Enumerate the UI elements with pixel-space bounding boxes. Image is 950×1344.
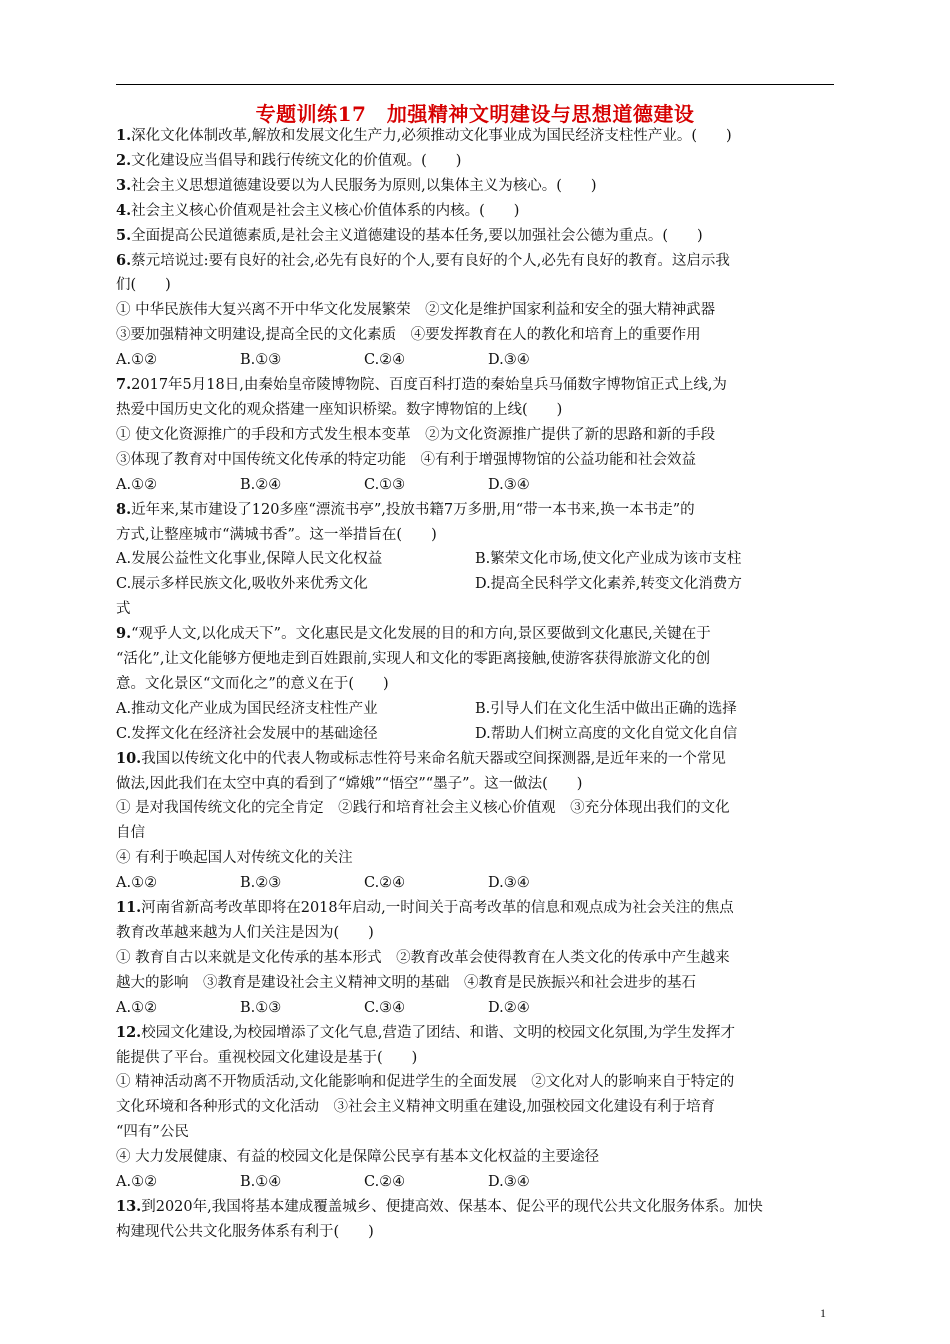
question-2: 2.文化建设应当倡导和践行传统文化的价值观。( ) xyxy=(116,151,462,169)
question-6: 6.蔡元培说过:要有良好的社会,必先有良好的个人,要有良好的个人,必先有良好的教育。这启示我 们( ) ① 中华民族伟大复兴离不开中华文化发展繁荣 ②文化是维护国家利益和安全的强大精神武器 ③要加强精神文明建设,提高全民的文化素质 ④要发挥教育在人的教化和培育上的重要作用 A.①② B.①③ C.②④ D.③④ xyxy=(116,249,834,374)
question-7: 7.2017年5月18日,由秦始皇帝陵博物院、百度百科打造的秦始皇兵马俑数字博物馆正式上线,为 热爱中国历史文化的观众搭建一座知识桥梁。数字博物馆的上线( ) ① 使文化资源推广的手段和方式发生根本变革 ②为文化资源推广提供了新的思路和新的手段 ③体现了教育对中国传统文化传承的特定功能 ④有利于增强博物馆的公益功能和社会效益 A.①② B.②④ C.①③ D.③④ xyxy=(116,373,834,498)
question-9: 9.“观乎人文,以化成天下”。文化惠民是文化发展的目的和方向,景区要做到文化惠民,关键在于 “活化”,让文化能够方便地走到百姓跟前,实现人和文化的零距离接触,使游客获得旅游文化的创 意。文化景区“文而化之”的意义在于( ) A.推动文化产业成为国民经济支柱性产业 B.引导人们在文化生活中做出正确的选择 C.发挥文化在经济社会发展中的基础途径 D.帮助人们树立高度的文化自觉文化自信 xyxy=(116,622,834,747)
question-5: 5.全面提高公民道德素质,是社会主义道德建设的基本任务,要以加强社会公德为重点。( ) xyxy=(116,226,703,244)
answer-options: A.①② B.②④ C.①③ D.③④ xyxy=(116,476,530,493)
question-3: 3.社会主义思想道德建设要以为人民服务为原则,以集体主义为核心。( ) xyxy=(116,176,597,194)
question-10: 10.我国以传统文化中的代表人物或标志性符号来命名航天器或空间探测器,是近年来的一个常见 做法,因此我们在太空中真的看到了“嫦娥”“悟空”“墨子”。这一做法( ) ① 是对我国传统文化的完全肯定 ②践行和培育社会主义核心价值观 ③充分体现出我们的文化 自信 ④ 有利于唤起国人对传统文化的关注 A.①② B.②③ C.②④ D.③④ xyxy=(116,747,834,896)
answer-options: A.推动文化产业成为国民经济支柱性产业 B.引导人们在文化生活中做出正确的选择 xyxy=(116,700,737,717)
question-1: 1.深化文化体制改革,解放和发展文化生产力,必须推动文化事业成为国民经济支柱性产业。( ) xyxy=(116,127,732,144)
answer-options: A.发展公益性文化事业,保障人民文化权益 B.繁荣文化市场,使文化产业成为该市支柱 xyxy=(116,551,742,568)
question-8: 8.近年来,某市建设了120多座“漂流书亭”,投放书籍7万多册,用“带一本书来,换一本书走”的 方式,让整座城市“满城书香”。这一举措旨在( ) A.发展公益性文化事业,保障人民文化权益 B.繁荣文化市场,使文化产业成为该市支柱 C.展示多样民族文化,吸收外来优秀文化 D.提高全民科学文化素养,转变文化消费方 式 xyxy=(116,498,834,623)
answer-options: C.发挥文化在经济社会发展中的基础途径 D.帮助人们树立高度的文化自觉文化自信 xyxy=(116,725,738,742)
answer-options: A.①② B.①③ C.②④ D.③④ xyxy=(116,352,530,369)
answer-options: A.①② B.①④ C.②④ D.③④ xyxy=(116,1174,530,1191)
question-4: 4.社会主义核心价值观是社会主义核心价值体系的内核。( ) xyxy=(116,201,520,219)
question-12: 12.校园文化建设,为校园增添了文化气息,营造了团结、和谐、文明的校园文化氛围,为学生发挥才 能提供了平台。重视校园文化建设是基于( ) ① 精神活动离不开物质活动,文化能影响和促进学生的全面发展 ②文化对人的影响来自于特定的 文化环境和各种形式的文化活动 ③社会主义精神文明重在建设,加强校园文化建设有利于培育 “四有”公民 ④ 大力发展健康、有益的校园文化是保障公民享有基本文化权益的主要途径 A.①② B.①④ C.②④ D.③④ xyxy=(116,1021,834,1195)
answer-options: C.展示多样民族文化,吸收外来优秀文化 D.提高全民科学文化素养,转变文化消费方 xyxy=(116,576,742,593)
answer-options: A.①② B.①③ C.③④ D.②④ xyxy=(116,999,530,1016)
answer-options: A.①② B.②③ C.②④ D.③④ xyxy=(116,875,530,892)
page-title: 专题训练17 加强精神文明建设与思想道德建设 xyxy=(255,102,695,126)
page-number: 1 xyxy=(820,1306,826,1320)
question-13: 13.到2020年,我国将基本建成覆盖城乡、便捷高效、保基本、促公平的现代公共文化服务体系。加快 构建现代公共文化服务体系有利于( ) xyxy=(116,1197,763,1240)
header-rule xyxy=(116,84,834,85)
question-list xyxy=(116,124,834,1245)
question-11: 11.河南省新高考改革即将在2018年启动,一时间关于高考改革的信息和观点成为社会关注的焦点 教育改革越来越为人们关注是因为( ) ① 教育自古以来就是文化传承的基本形式 ②教育改革会使得教育在人类文化的传承中产生越来 越大的影响 ③教育是建设社会主义精神文明的基础 ④教育是民族振兴和社会进步的基石 A.①② B.①③ C.③④ D.②④ xyxy=(116,896,834,1021)
